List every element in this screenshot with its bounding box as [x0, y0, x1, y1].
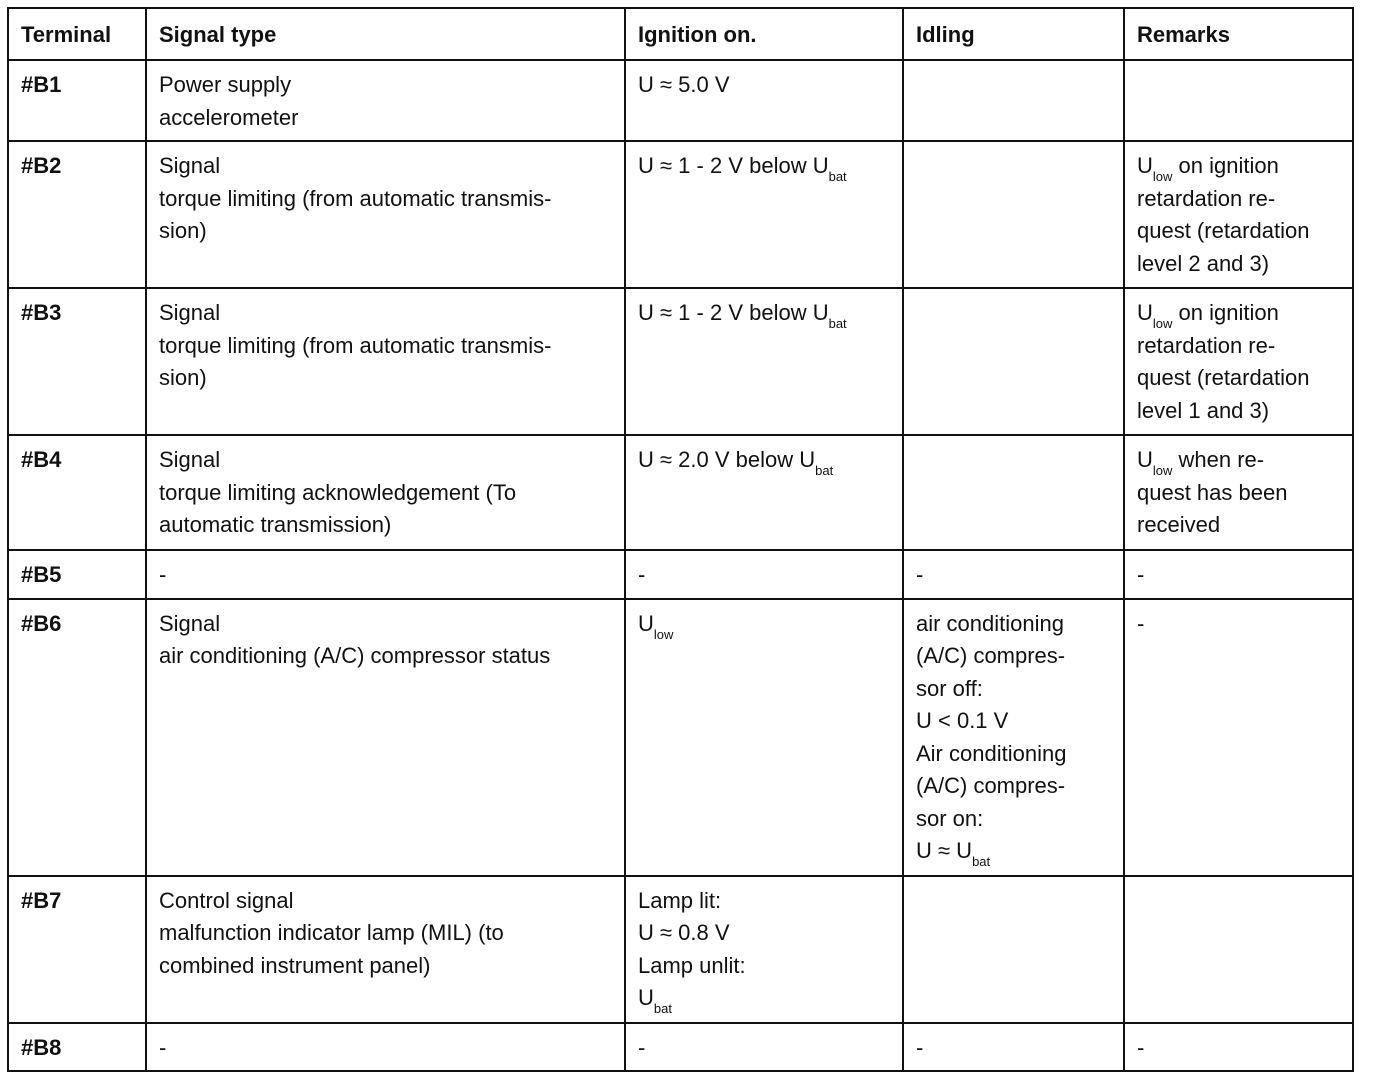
idling-cell	[903, 550, 1124, 599]
remarks-cell	[1124, 60, 1353, 141]
line-text: U	[1137, 447, 1153, 472]
line-text: sor on:	[916, 805, 984, 831]
terminal-cell: #B6	[8, 599, 146, 876]
cell-line: automatic transmission)	[159, 512, 392, 537]
ignition-on-cell	[625, 288, 903, 435]
cell-line	[1137, 444, 1340, 477]
line-text: (A/C) compres-	[916, 643, 1066, 668]
idling-cell	[903, 876, 1124, 1023]
cell-line: Signal	[159, 447, 221, 472]
cell-line	[916, 640, 1111, 673]
remarks-cell	[1124, 435, 1353, 550]
line-text: quest (retardation	[1137, 218, 1310, 243]
terminal-cell: #B8	[8, 1023, 146, 1072]
cell-line: Control signal	[159, 887, 294, 913]
cell-line	[638, 150, 890, 183]
cell-line	[1137, 248, 1340, 281]
line-text: U ≈ 0.8 V	[638, 920, 730, 945]
cell-line	[638, 885, 890, 918]
cell-line	[638, 297, 890, 330]
table-row	[8, 876, 1353, 1023]
header-signal-type: Signal type	[146, 8, 625, 60]
terminal-cell: #B2	[8, 141, 146, 288]
signal-type-cell	[146, 141, 625, 288]
cell-line	[1137, 509, 1340, 542]
cell-line: torque limiting acknowledgement (To	[159, 479, 517, 505]
line-text: U ≈ 2.0 V below U	[638, 447, 816, 472]
line-text: U ≈ U	[916, 838, 973, 863]
table-header-row	[8, 8, 1353, 60]
line-suffix: on ignition	[1172, 153, 1279, 178]
table-row	[8, 60, 1353, 141]
idling-cell	[903, 288, 1124, 435]
line-text: U ≈ 1 - 2 V below U	[638, 153, 829, 178]
line-text: received	[1137, 512, 1221, 537]
cell-line	[916, 738, 1111, 771]
cell-line	[1137, 395, 1340, 428]
cell-line: Signal	[159, 300, 221, 325]
line-text: quest has been	[1137, 479, 1288, 505]
signal-type-cell	[146, 876, 625, 1023]
ignition-on-cell	[625, 599, 903, 876]
cell-line: torque limiting (from automatic transmis-	[159, 332, 552, 358]
ignition-on-cell	[625, 60, 903, 141]
line-text: Lamp lit:	[638, 887, 722, 913]
cell-line: sion)	[159, 218, 207, 243]
remarks-cell	[1124, 288, 1353, 435]
cell-line	[916, 803, 1111, 836]
cell-line	[1137, 362, 1340, 395]
line-text: -	[1137, 1034, 1145, 1060]
cell-line: air conditioning (A/C) compressor status	[159, 643, 551, 668]
cell-line	[916, 608, 1111, 641]
signal-type-cell	[146, 550, 625, 599]
line-text: Lamp unlit:	[638, 952, 746, 978]
subscript: low	[1152, 169, 1173, 184]
subscript: low	[1152, 316, 1173, 331]
ignition-on-cell	[625, 876, 903, 1023]
idling-cell	[903, 141, 1124, 288]
table-body	[8, 60, 1353, 1071]
cell-line	[916, 1032, 1111, 1065]
cell-line	[1137, 608, 1340, 641]
line-text: retardation re-	[1137, 332, 1276, 358]
terminal-cell: #B3	[8, 288, 146, 435]
ignition-on-cell	[625, 141, 903, 288]
remarks-cell	[1124, 876, 1353, 1023]
line-text: -	[916, 1034, 924, 1060]
idling-cell	[903, 1023, 1124, 1072]
line-text: -	[638, 562, 646, 587]
remarks-cell	[1124, 599, 1353, 876]
subscript: bat	[972, 854, 991, 869]
subscript: low	[653, 626, 674, 642]
line-text: U < 0.1 V	[916, 708, 1009, 733]
line-text: Air conditioning	[916, 740, 1067, 766]
ignition-on-cell	[625, 1023, 903, 1072]
remarks-cell	[1124, 1023, 1353, 1072]
line-text: air conditioning	[916, 610, 1064, 636]
cell-line: -	[159, 1034, 167, 1060]
cell-line: combined instrument panel)	[159, 952, 431, 978]
cell-line	[638, 559, 890, 592]
subscript: bat	[828, 316, 847, 331]
idling-cell	[903, 599, 1124, 876]
cell-line: malfunction indicator lamp (MIL) (to	[159, 920, 504, 945]
line-text: -	[1137, 610, 1145, 636]
cell-line	[638, 917, 890, 950]
cell-line: torque limiting (from automatic transmis-	[159, 185, 552, 211]
signal-type-cell	[146, 435, 625, 550]
cell-line	[1137, 559, 1340, 592]
line-text: U	[1137, 300, 1153, 325]
header-remarks: Remarks	[1124, 8, 1353, 60]
cell-line	[916, 705, 1111, 738]
cell-line: accelerometer	[159, 104, 299, 130]
line-text: level 1 and 3)	[1137, 397, 1270, 423]
cell-line: sion)	[159, 365, 207, 390]
subscript: bat	[828, 169, 847, 184]
cell-line	[916, 673, 1111, 706]
table-row	[8, 550, 1353, 599]
line-text: U ≈ 1 - 2 V below U	[638, 300, 829, 325]
terminal-cell: #B4	[8, 435, 146, 550]
idling-cell	[903, 435, 1124, 550]
signal-type-cell	[146, 60, 625, 141]
header-terminal: Terminal	[8, 8, 146, 60]
cell-line: Signal	[159, 610, 221, 636]
line-text: sor off:	[916, 675, 983, 701]
subscript: bat	[815, 463, 834, 478]
line-text: U	[638, 985, 654, 1010]
line-text: retardation re-	[1137, 185, 1276, 211]
subscript: low	[1152, 463, 1173, 478]
line-text: U	[638, 610, 654, 636]
line-text: quest (retardation	[1137, 365, 1310, 390]
cell-line	[1137, 150, 1340, 183]
cell-line	[1137, 477, 1340, 510]
table-row	[8, 141, 1353, 288]
cell-line	[1137, 297, 1340, 330]
cell-line	[638, 69, 890, 102]
line-text: U ≈ 5.0 V	[638, 72, 730, 97]
line-suffix: on ignition	[1172, 300, 1279, 325]
cell-line	[1137, 1032, 1340, 1065]
cell-line	[638, 608, 890, 641]
header-ignition-on: Ignition on.	[625, 8, 903, 60]
cell-line: Signal	[159, 153, 221, 178]
line-suffix: when re-	[1172, 447, 1265, 472]
cell-line	[916, 559, 1111, 592]
line-text: -	[638, 1034, 646, 1060]
cell-line	[1137, 215, 1340, 248]
cell-line	[1137, 183, 1340, 216]
table-row	[8, 435, 1353, 550]
line-text: U	[1137, 153, 1153, 178]
remarks-cell	[1124, 550, 1353, 599]
cell-line	[638, 1032, 890, 1065]
line-text: -	[916, 562, 924, 587]
terminal-cell: #B1	[8, 60, 146, 141]
cell-line: -	[159, 562, 167, 587]
terminal-signal-table	[7, 7, 1354, 1072]
cell-line	[1137, 330, 1340, 363]
table-row	[8, 1023, 1353, 1072]
table-row	[8, 599, 1353, 876]
idling-cell	[903, 60, 1124, 141]
cell-line: Power supply	[159, 72, 292, 97]
line-text: level 2 and 3)	[1137, 250, 1270, 276]
signal-type-cell	[146, 1023, 625, 1072]
terminal-cell: #B7	[8, 876, 146, 1023]
header-idling: Idling	[903, 8, 1124, 60]
signal-type-cell	[146, 288, 625, 435]
ignition-on-cell	[625, 550, 903, 599]
subscript: bat	[653, 1001, 672, 1016]
terminal-cell: #B5	[8, 550, 146, 599]
cell-line	[638, 444, 890, 477]
line-text: -	[1137, 562, 1145, 587]
cell-line	[638, 950, 890, 983]
line-text: (A/C) compres-	[916, 773, 1066, 798]
table-row	[8, 288, 1353, 435]
ignition-on-cell	[625, 435, 903, 550]
signal-type-cell	[146, 599, 625, 876]
cell-line	[638, 982, 890, 1015]
remarks-cell	[1124, 141, 1353, 288]
cell-line	[916, 770, 1111, 803]
cell-line	[916, 835, 1111, 868]
